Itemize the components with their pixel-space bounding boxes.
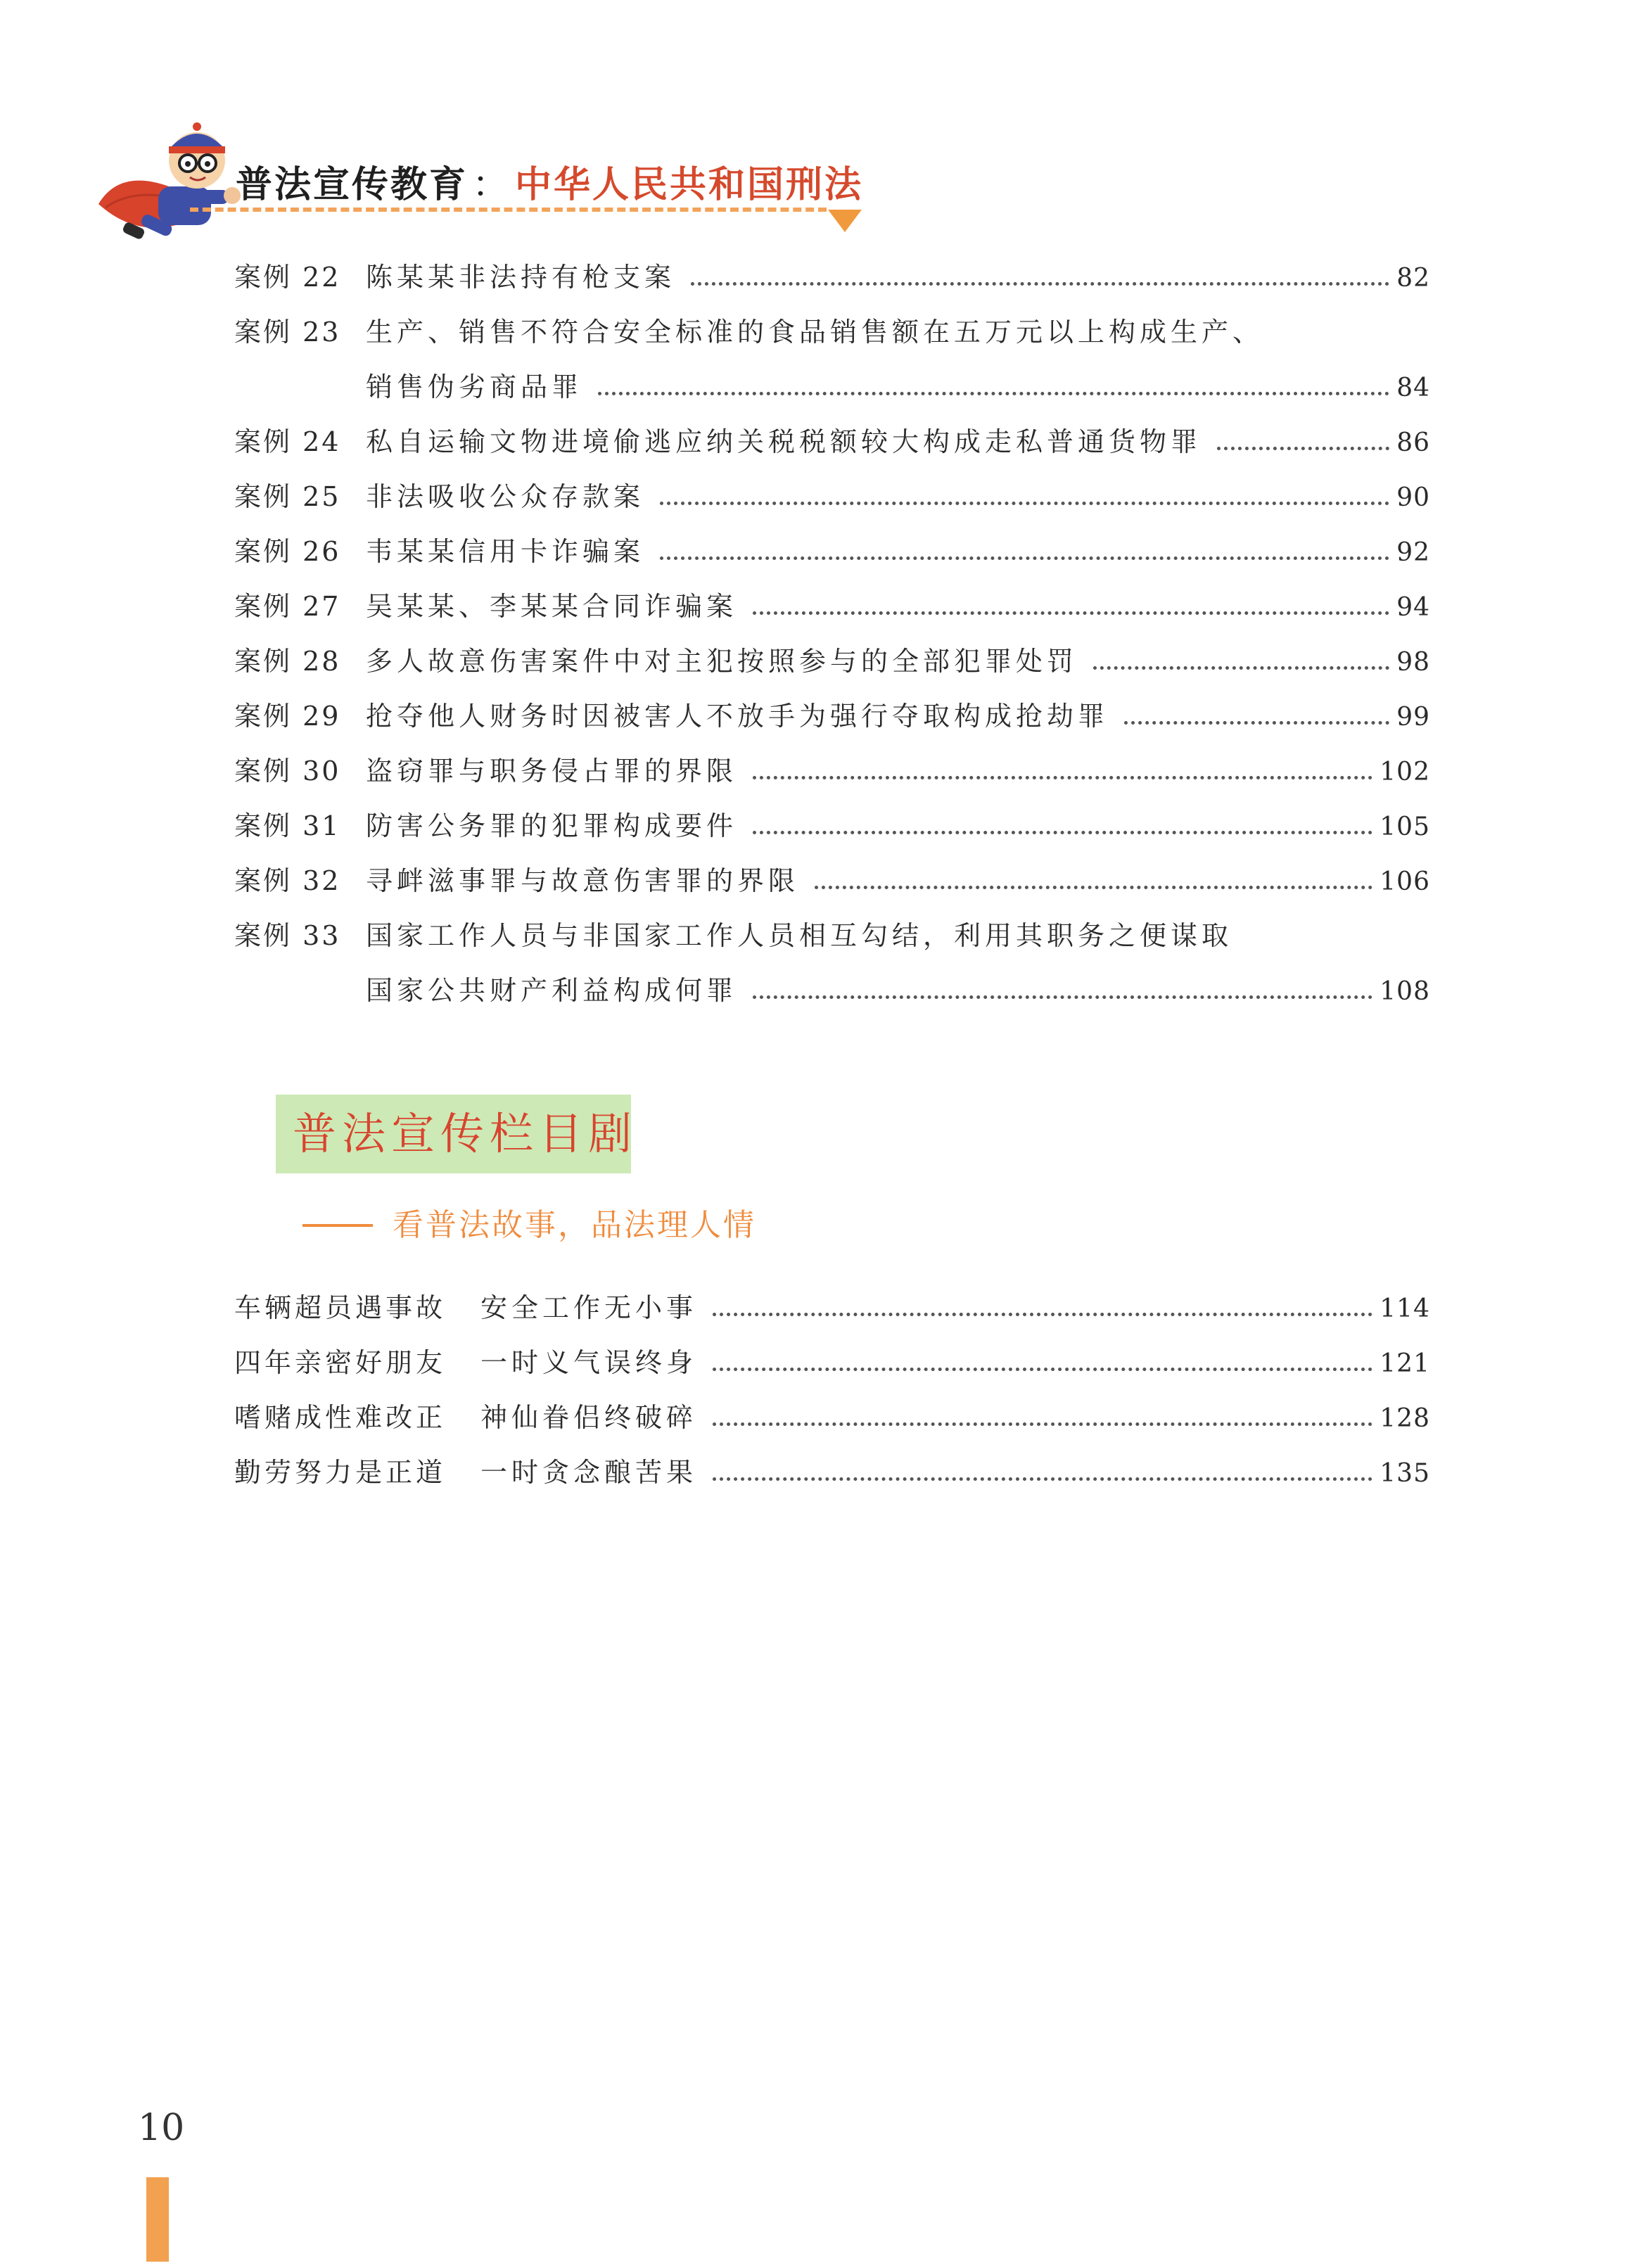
entry-title: 国家工作人员与非国家工作人员相互勾结，利用其职务之便谋取 [366,920,1233,951]
header-title-sub: 中华人民共和国刑法 [515,164,864,206]
toc-entry[interactable] [234,1335,1430,1390]
leader-dots [713,1477,1372,1481]
dash-rule [302,1224,373,1227]
leader-dots [713,1368,1372,1371]
entry-title: 销售伪劣商品罪 [366,371,583,402]
leader-dots [713,1422,1372,1426]
toc-entry[interactable] [234,1445,1430,1500]
toc-entry[interactable] [234,469,1430,524]
flying-hero-mascot-icon [91,120,253,260]
story-left-title: 嗜赌成性难改正 [234,1402,447,1433]
entry-title: 多人故意伤害案件中对主犯按照参与的全部犯罪处罚 [366,646,1078,677]
toc-entry-continuation[interactable] [234,963,1430,1018]
story-right-title: 神仙眷侣终破碎 [480,1402,698,1433]
page-ref: 114 [1379,1294,1430,1323]
toc-entry[interactable] [234,798,1430,853]
entry-title: 寻衅滋事罪与故意伤害罪的界限 [366,865,800,896]
leader-dots [660,502,1389,505]
toc-entry[interactable] [234,689,1430,744]
header-title-separator: ： [472,164,511,206]
page-ref: 84 [1396,374,1430,402]
triangle-marker-icon [828,210,862,232]
toc-entry[interactable] [234,853,1430,908]
page-ref: 135 [1379,1459,1430,1488]
entry-title: 韦某某信用卡诈骗案 [366,536,645,567]
toc-entry[interactable] [234,908,1430,963]
entry-title: 私自运输文物进境偷逃应纳关税税额较大构成走私普通货物罪 [366,426,1202,457]
header-title-main: 普法宣传教育 [236,164,469,206]
toc-entry[interactable] [234,250,1430,305]
leader-dots [1124,721,1389,725]
page-number: 10 [138,2107,185,2149]
case-label: 案例 33 [234,920,341,951]
case-label: 案例 29 [234,701,341,732]
leader-dots [1093,666,1389,670]
toc-entry[interactable] [234,634,1430,689]
leader-dots [753,611,1389,615]
header-dashed-rule [190,208,827,212]
entry-title: 非法吸收公众存款案 [366,481,645,512]
page-ref: 92 [1396,538,1430,567]
leader-dots [753,776,1372,779]
case-label: 案例 31 [234,810,341,841]
leader-dots [691,282,1389,286]
case-label: 案例 23 [234,317,341,348]
toc-entry[interactable] [234,524,1430,579]
section-heading-box [276,1095,638,1173]
entry-title: 生产、销售不符合安全标准的食品销售额在五万元以上构成生产、 [366,317,1264,348]
toc-entry[interactable] [234,579,1430,634]
leader-dots [753,995,1372,999]
toc-entry[interactable] [234,414,1430,469]
page-ref: 86 [1396,428,1430,457]
page-ref: 82 [1396,264,1430,293]
page-ref: 94 [1396,593,1430,622]
case-label: 案例 32 [234,865,341,896]
page-ref: 102 [1379,758,1430,786]
case-label: 案例 22 [234,262,341,293]
leader-dots [713,1313,1372,1316]
leader-dots [815,886,1372,889]
story-right-title: 安全工作无小事 [480,1292,698,1323]
leader-dots [660,556,1389,560]
header-title [236,155,863,208]
page-ref: 98 [1396,648,1430,677]
case-label: 案例 27 [234,591,341,622]
toc-entry[interactable] [234,1280,1430,1335]
page-ref: 105 [1379,813,1430,841]
page-ref: 106 [1379,867,1430,896]
story-right-title: 一时贪念酿苦果 [480,1457,698,1488]
page-ref: 108 [1379,977,1430,1006]
section-title: 普法宣传栏目剧 [293,1108,638,1159]
entry-title: 抢夺他人财务时因被害人不放手为强行夺取构成抢劫罪 [366,701,1109,732]
story-right-title: 一时义气误终身 [480,1347,698,1378]
leader-dots [753,831,1372,834]
case-list [234,250,1430,1018]
entry-title: 盗窃罪与职务侵占罪的界限 [366,756,738,786]
page-ref: 99 [1396,703,1430,732]
toc-entry-continuation[interactable] [234,359,1430,414]
page-ref: 121 [1379,1349,1430,1378]
toc-entry[interactable] [234,744,1430,798]
section-subtitle-text: 看普法故事，品法理人情 [393,1207,756,1243]
entry-title: 陈某某非法持有枪支案 [366,262,676,293]
page-header [0,0,1644,239]
story-left-title: 车辆超员遇事故 [234,1292,447,1323]
leader-dots [598,392,1389,395]
case-label: 案例 28 [234,646,341,677]
case-label: 案例 25 [234,481,341,512]
page-ref: 128 [1379,1404,1430,1433]
page-ref: 90 [1396,483,1430,512]
case-label: 案例 30 [234,756,341,786]
case-label: 案例 24 [234,426,341,457]
entry-title: 吴某某、李某某合同诈骗案 [366,591,738,622]
page-edge-bar [146,2177,169,2262]
section-subtitle [302,1199,756,1244]
story-left-title: 四年亲密好朋友 [234,1347,447,1378]
story-left-title: 勤劳努力是正道 [234,1457,447,1488]
case-label: 案例 26 [234,536,341,567]
toc-entry[interactable] [234,305,1430,359]
leader-dots [1217,447,1389,450]
entry-title: 防害公务罪的犯罪构成要件 [366,810,738,841]
story-list [234,1280,1430,1500]
entry-title: 国家公共财产利益构成何罪 [366,975,738,1006]
toc-entry[interactable] [234,1390,1430,1445]
